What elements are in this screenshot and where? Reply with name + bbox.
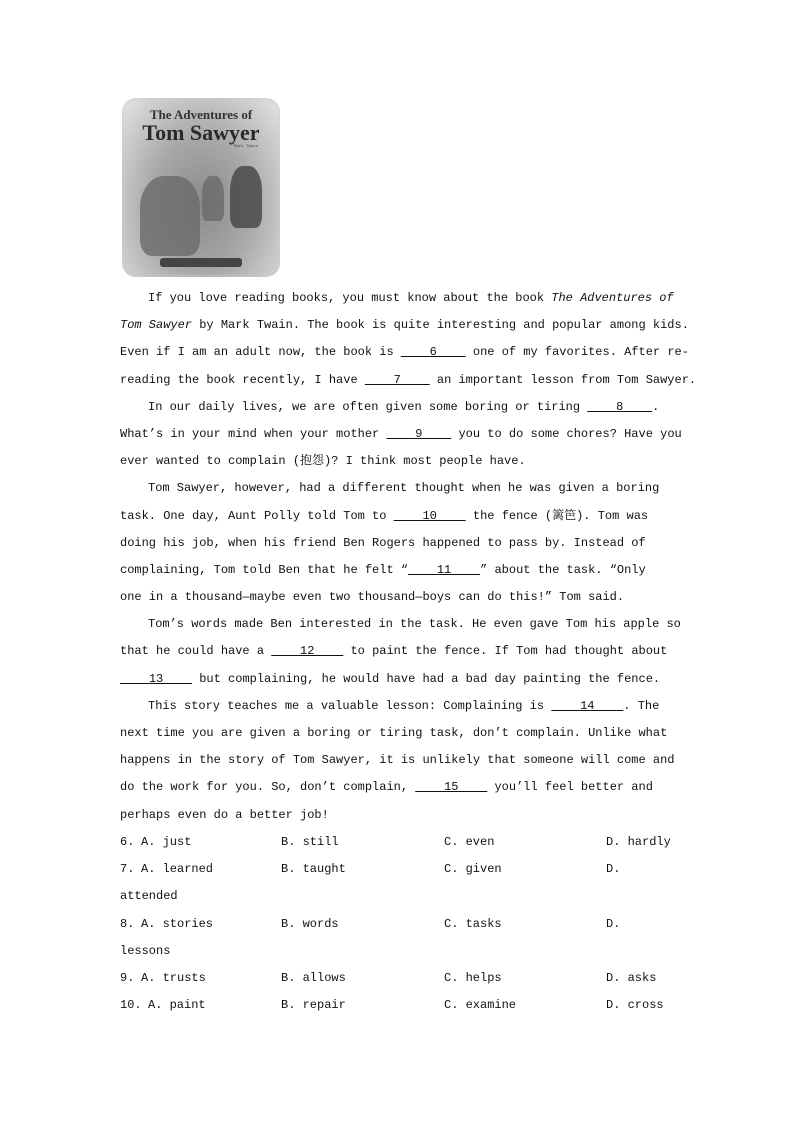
passage-line — [120, 560, 680, 587]
blank-11 — [408, 563, 480, 577]
blank-number: 14 — [580, 698, 595, 713]
passage-line — [120, 315, 689, 342]
option-b[interactable]: B. repair — [281, 998, 346, 1013]
passage-text: Tom Sawyer, however, had a different thought when he was given a boring — [148, 481, 660, 496]
question-row — [120, 995, 680, 1022]
blank-12 — [271, 644, 343, 658]
option-d[interactable]: D. hardly — [606, 835, 671, 849]
passage-text: task. One day, Aunt Polly told Tom to — [120, 508, 394, 523]
passage-line — [120, 506, 680, 533]
passage-text: ” about the task. “Only — [480, 562, 646, 577]
option-a[interactable]: A. stories — [141, 916, 214, 931]
question-row — [120, 914, 680, 941]
passage-line — [120, 614, 680, 641]
passage-text: complaining, Tom told Ben that he felt “ — [120, 562, 409, 577]
blank-number: 12 — [300, 644, 315, 659]
blank-8 — [587, 400, 652, 414]
passage-text: an important lesson from Tom Sawyer. — [429, 372, 697, 387]
passage-line — [120, 669, 680, 696]
passage-text: This story teaches me a valuable lesson: Complaining is — [148, 698, 552, 713]
option-d-wrapped[interactable]: attended — [120, 889, 178, 904]
question-number: 9. — [120, 970, 135, 985]
cover-banner — [160, 258, 242, 267]
passage-text: perhaps even do a better job! — [120, 807, 329, 822]
cover-figure-man — [230, 166, 262, 228]
passage-text: . — [652, 399, 660, 414]
option-a[interactable]: A. learned — [141, 862, 214, 877]
cover-figure-tom — [140, 176, 200, 256]
question-number: 6. — [120, 835, 135, 849]
passage-line — [120, 288, 680, 315]
blank-number: 10 — [422, 508, 437, 523]
book-cover-image — [122, 98, 280, 277]
book-title-italic: The Adventures of — [551, 291, 674, 305]
passage-text: but complaining, he would have had a bad day painting the fence. — [192, 671, 661, 686]
option-b[interactable]: B. still — [281, 835, 339, 849]
passage-line — [120, 723, 680, 750]
passage-text: the fence (篱笆). Tom was — [465, 508, 649, 523]
passage-line — [120, 805, 680, 832]
passage-line — [120, 777, 680, 804]
option-c[interactable]: C. helps — [444, 970, 502, 985]
passage-text: reading the book recently, I have — [120, 372, 365, 387]
passage-line — [120, 397, 680, 424]
option-d-wrapped[interactable]: lessons — [120, 943, 171, 958]
question-number: 7. — [120, 862, 135, 877]
option-c[interactable]: C. examine — [444, 998, 517, 1013]
question-row — [120, 968, 680, 995]
question-row — [120, 859, 680, 886]
passage-text: Tom’s words made Ben interested in the task. He even gave Tom his apple so — [148, 617, 681, 632]
passage-text: If you love reading books, you must know about the book — [148, 291, 552, 305]
cover-title-main: Tom Sawyer — [142, 120, 260, 145]
question-row — [120, 832, 680, 859]
passage-text: doing his job, when his friend Ben Rogers happened to pass by. Instead of — [120, 535, 646, 550]
option-c[interactable]: C. given — [444, 862, 502, 877]
passage-text: happens in the story of Tom Sawyer, it is unlikely that someone will come and — [120, 753, 675, 768]
blank-number: 9 — [415, 426, 423, 441]
cover-title-top: The Adventures of — [149, 107, 253, 122]
passage-text: What’s in your mind when your mother — [120, 426, 387, 441]
option-d[interactable]: D. — [606, 916, 621, 931]
passage-text: do the work for you. So, don’t complain, — [120, 780, 416, 795]
book-title-italic: Tom Sawyer — [120, 318, 193, 333]
option-b[interactable]: B. taught — [281, 862, 346, 877]
passage-line — [120, 478, 680, 505]
blank-number: 8 — [616, 399, 624, 414]
option-c[interactable]: C. even — [444, 835, 495, 849]
passage-line — [120, 533, 680, 560]
blank-9 — [386, 427, 451, 441]
option-b[interactable]: B. words — [281, 916, 339, 931]
blank-number: 11 — [436, 562, 452, 577]
option-a[interactable]: A. just — [141, 835, 192, 849]
blank-6 — [401, 345, 466, 359]
passage-line — [120, 370, 697, 397]
blank-number: 15 — [444, 780, 459, 795]
blank-number: 7 — [393, 372, 401, 387]
passage-text: next time you are given a boring or tiring task, don’t complain. Unlike what — [120, 726, 668, 740]
passage-line — [120, 696, 680, 723]
passage-text: by Mark Twain. The book is quite interesting and popular among kids. — [192, 318, 689, 333]
passage-line — [120, 750, 680, 777]
passage-line — [120, 451, 680, 478]
passage-text: ever wanted to complain (抱怨)? I think most people have. — [120, 454, 526, 469]
question-number: 8. — [120, 916, 135, 931]
option-d[interactable]: D. cross — [606, 998, 664, 1013]
blank-14 — [551, 699, 623, 713]
passage-text: . The — [623, 698, 660, 713]
blank-number: 6 — [429, 345, 437, 360]
passage-text: you’ll feel better and — [487, 780, 653, 795]
passage-line — [120, 641, 680, 668]
passage-line — [120, 424, 680, 451]
passage-text: In our daily lives, we are often given some boring or tiring — [148, 399, 588, 414]
cover-figure-boy — [202, 176, 224, 221]
passage-line — [120, 587, 680, 614]
blank-number: 13 — [148, 671, 164, 686]
question-options — [120, 832, 680, 1022]
question-number: 10. — [120, 998, 142, 1013]
passage-text: to paint the fence. If Tom had thought about — [343, 644, 668, 659]
passage-text: one of my favorites. After re- — [465, 345, 689, 360]
option-d[interactable]: D. — [606, 862, 621, 877]
passage-text: that he could have a — [120, 644, 272, 659]
cover-author: Mark Twain — [233, 145, 258, 149]
option-d[interactable]: D. asks — [606, 970, 657, 985]
option-c[interactable]: C. tasks — [444, 916, 502, 931]
option-b[interactable]: B. allows — [281, 970, 346, 985]
option-a[interactable]: A. paint — [148, 998, 206, 1013]
passage-text: Even if I am an adult now, the book is — [120, 345, 401, 360]
option-a[interactable]: A. trusts — [141, 970, 206, 985]
passage-line — [120, 342, 689, 369]
blank-13 — [120, 672, 192, 686]
blank-10 — [394, 509, 466, 523]
passage — [120, 288, 697, 832]
blank-15 — [415, 780, 487, 794]
passage-text: one in a thousand—maybe even two thousand—boys can do this!” Tom said. — [120, 590, 625, 605]
passage-text: you to do some chores? Have you — [451, 426, 682, 441]
blank-7 — [365, 373, 430, 387]
